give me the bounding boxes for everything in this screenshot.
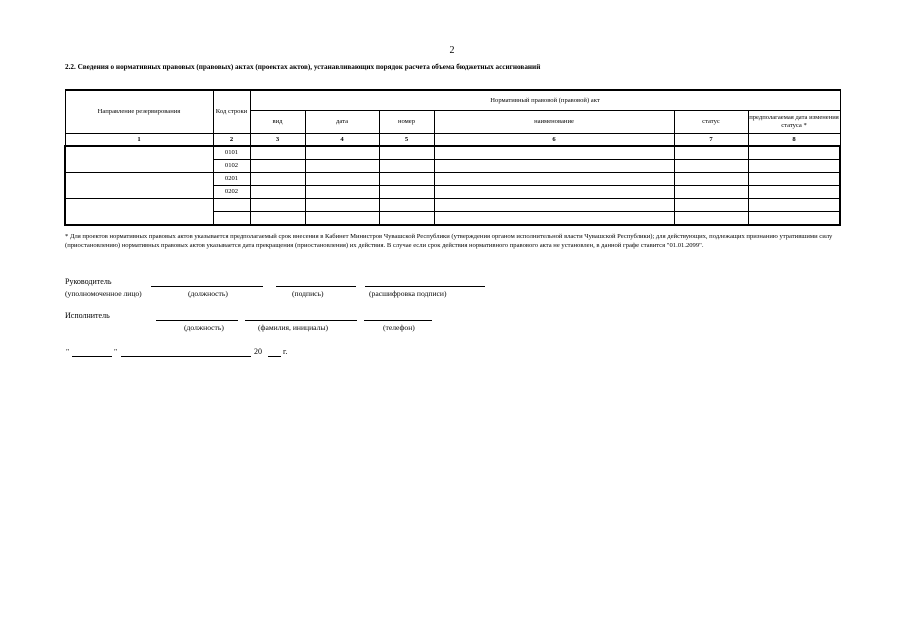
code-cell: 0101 — [213, 146, 250, 160]
code-cell: 0201 — [213, 173, 250, 186]
data-cell[interactable] — [305, 199, 379, 212]
data-cell[interactable] — [305, 173, 379, 186]
section-heading: 2.2. Сведения о нормативных правовых (правовых) актах (проектах актов), устанавливающих порядок расчета объема бюджетных ассигнований — [65, 63, 541, 71]
code-cell: 0102 — [213, 160, 250, 173]
data-cell[interactable] — [434, 160, 674, 173]
footnote: * Для проектов нормативных правовых актов указывается предполагаемый срок внесения в Кабинет Министров Чувашской Республики (утверждения органом исполнительной власти Чувашской Республики); для действующих, подлежащих признанию утратившими силу (приостановлению) нормативных правовых актов указывается дата прекращения (приостановления) их действия. В случае если срок действия нормативного правового акта не установлен, в данной графе ставится "01.01.2099". — [65, 233, 833, 249]
col-num: 1 — [65, 134, 213, 147]
executor-label: Исполнитель — [65, 311, 110, 320]
header-change-date: предполагаемая дата изменения статуса * — [748, 111, 840, 134]
head-signature-line[interactable] — [276, 286, 356, 287]
data-cell[interactable] — [379, 173, 434, 186]
data-cell[interactable] — [748, 160, 840, 173]
data-cell[interactable] — [250, 146, 305, 160]
data-cell[interactable] — [250, 160, 305, 173]
col-num: 2 — [213, 134, 250, 147]
data-cell[interactable] — [674, 199, 748, 212]
data-cell[interactable] — [379, 186, 434, 199]
exec-phone-line[interactable] — [364, 320, 432, 321]
head-label: Руководитель — [65, 277, 112, 286]
col-num: 3 — [250, 134, 305, 147]
date-year-line[interactable] — [268, 356, 281, 357]
date-year-prefix: 20 — [254, 347, 262, 356]
header-status: статус — [674, 111, 748, 134]
date-month-line[interactable] — [121, 356, 251, 357]
col-num: 5 — [379, 134, 434, 147]
data-cell[interactable] — [674, 173, 748, 186]
date-quote-close: " — [114, 347, 118, 356]
date-quote-open: " — [66, 347, 70, 356]
data-cell[interactable] — [379, 212, 434, 226]
date-year-suffix: г. — [283, 347, 288, 356]
data-cell[interactable] — [250, 212, 305, 226]
data-cell[interactable] — [674, 212, 748, 226]
data-cell[interactable] — [305, 212, 379, 226]
exec-position-line[interactable] — [156, 320, 238, 321]
header-number: номер — [379, 111, 434, 134]
data-cell[interactable] — [250, 173, 305, 186]
head-sub-label: (уполномоченное лицо) — [65, 289, 142, 298]
header-date: дата — [305, 111, 379, 134]
head-position-caption: (должность) — [188, 289, 228, 298]
head-signature-caption: (подпись) — [292, 289, 324, 298]
data-cell[interactable] — [305, 186, 379, 199]
data-cell[interactable] — [305, 146, 379, 160]
col-num: 4 — [305, 134, 379, 147]
header-code: Код строки — [213, 90, 250, 134]
table-row — [65, 173, 840, 186]
data-cell[interactable] — [674, 146, 748, 160]
data-cell[interactable] — [250, 186, 305, 199]
col-num: 8 — [748, 134, 840, 147]
col-num: 7 — [674, 134, 748, 147]
exec-name-line[interactable] — [245, 320, 357, 321]
code-cell: 0202 — [213, 186, 250, 199]
data-cell[interactable] — [434, 146, 674, 160]
code-cell — [213, 199, 250, 212]
direction-cell[interactable] — [65, 173, 213, 199]
page-number: 2 — [449, 45, 455, 56]
data-cell[interactable] — [434, 212, 674, 226]
legal-acts-table — [64, 89, 841, 226]
header-direction: Направление резервирования — [65, 90, 213, 134]
table-row — [65, 199, 840, 212]
data-cell[interactable] — [305, 160, 379, 173]
data-cell[interactable] — [379, 199, 434, 212]
head-decoding-caption: (расшифровка подписи) — [369, 289, 447, 298]
exec-position-caption: (должность) — [184, 323, 224, 332]
exec-name-caption: (фамилия, инициалы) — [258, 323, 329, 332]
col-num: 6 — [434, 134, 674, 147]
direction-cell[interactable] — [65, 199, 213, 226]
code-cell — [213, 212, 250, 226]
data-cell[interactable] — [748, 146, 840, 160]
head-position-line[interactable] — [151, 286, 263, 287]
data-cell[interactable] — [748, 186, 840, 199]
header-type: вид — [250, 111, 305, 134]
data-cell[interactable] — [434, 186, 674, 199]
header-act-group: Нормативный правовой (правовой) акт — [250, 90, 840, 111]
data-cell[interactable] — [748, 199, 840, 212]
data-cell[interactable] — [748, 212, 840, 226]
data-cell[interactable] — [434, 173, 674, 186]
data-cell[interactable] — [674, 186, 748, 199]
data-cell[interactable] — [434, 199, 674, 212]
data-cell[interactable] — [250, 199, 305, 212]
exec-phone-caption: (телефон) — [383, 323, 415, 332]
header-name: наименование — [434, 111, 674, 134]
data-cell[interactable] — [748, 173, 840, 186]
data-cell[interactable] — [379, 146, 434, 160]
table-row — [65, 146, 840, 160]
data-cell[interactable] — [379, 160, 434, 173]
date-day-line[interactable] — [72, 356, 112, 357]
data-cell[interactable] — [674, 160, 748, 173]
head-decoding-line[interactable] — [365, 286, 485, 287]
direction-cell[interactable] — [65, 146, 213, 173]
